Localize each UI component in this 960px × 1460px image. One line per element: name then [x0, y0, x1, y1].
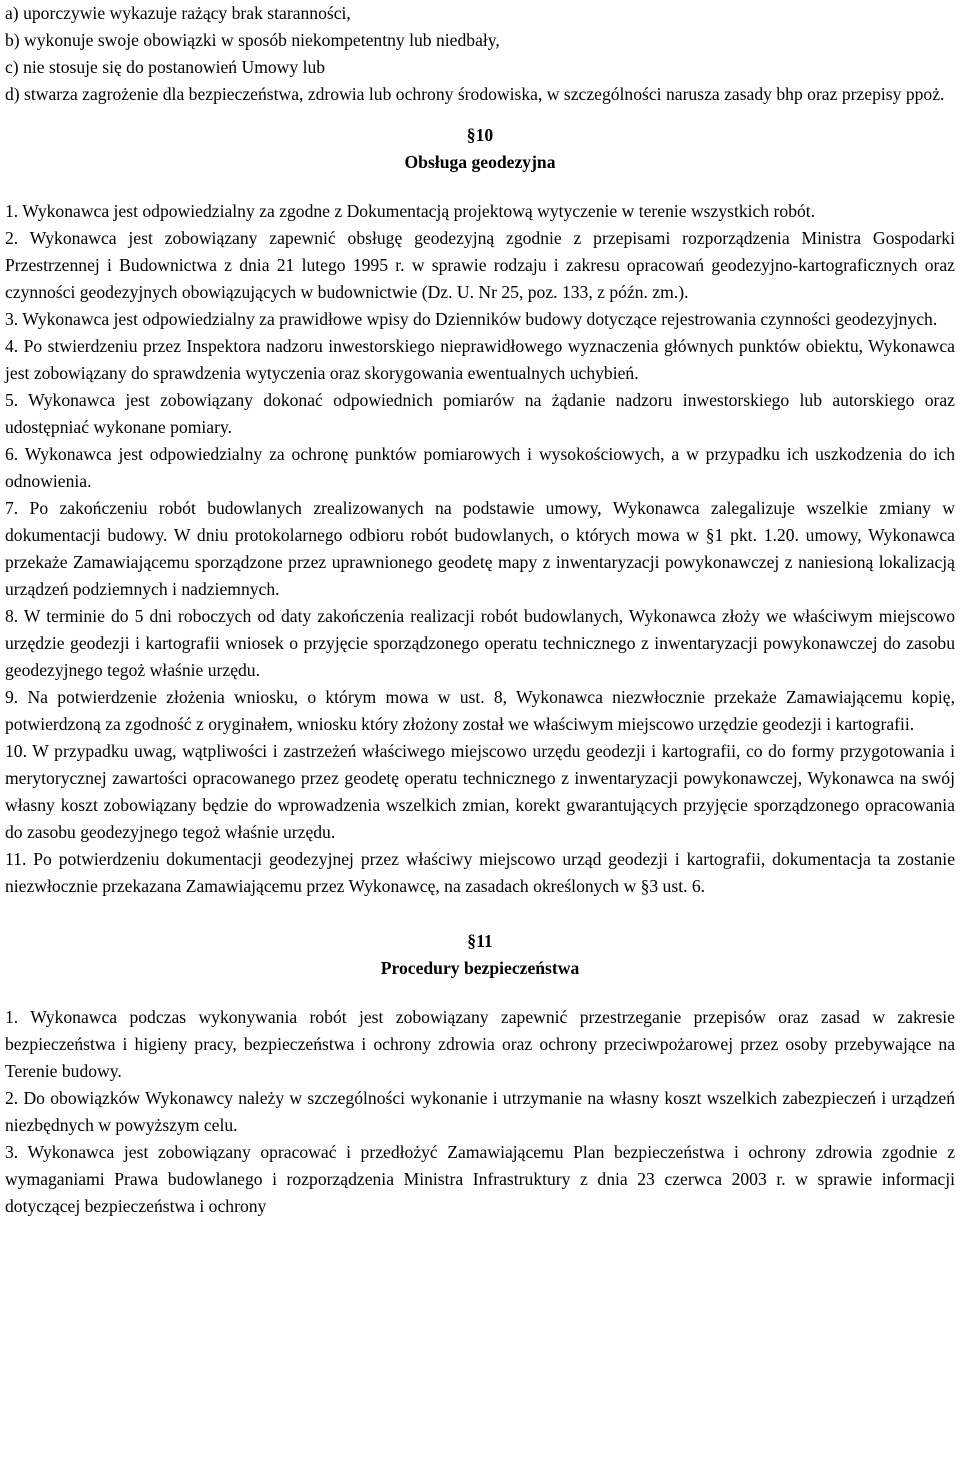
intro-item: a) uporczywie wykazuje rażący brak staranności,: [5, 3, 351, 23]
intro-item: c) nie stosuje się do postanowień Umowy lub: [5, 57, 326, 77]
section-11: [5, 928, 955, 1220]
paragraph: 8. W terminie do 5 dni roboczych od daty zakończenia realizacji robót budowlanych, Wykonawca złoży we właściwym miejscowo urzędzie geodezji i kartografii wniosek o przyjęcie sporządzonego operatu technicznego z inwentaryzacji powykonawczej do zasobu geodezyjnego tegoż właśnie urzędu.: [5, 606, 955, 680]
paragraph: 2. Wykonawca jest zobowiązany zapewnić obsługę geodezyjną zgodnie z przepisami rozporządzenia Ministra Gospodarki Przestrzennej i Budownictwa z dnia 21 lutego 1995 r. w sprawie rodzaju i zakresu opracowań geodezyjno-kartograficznych oraz czynności geodezyjnych obowiązujących w budownictwie (Dz. U. Nr 25, poz. 133, z późn. zm.).: [5, 228, 955, 302]
paragraph: 6. Wykonawca jest odpowiedzialny za ochronę punktów pomiarowych i wysokościowych, a w przypadku ich uszkodzenia do ich odnowienia.: [5, 444, 955, 491]
paragraph: 3. Wykonawca jest odpowiedzialny za prawidłowe wpisy do Dzienników budowy dotyczące rejestrowania czynności geodezyjnych.: [5, 309, 938, 329]
paragraph: 1. Wykonawca podczas wykonywania robót jest zobowiązany zapewnić przestrzeganie przepisów oraz zasad w zakresie bezpieczeństwa i higieny pracy, bezpieczeństwa i ochrony zdrowia oraz ochrony przeciwpożarowej przez osoby przebywające na Terenie budowy.: [5, 1007, 955, 1081]
paragraph: 5. Wykonawca jest zobowiązany dokonać odpowiednich pomiarów na żądanie nadzoru inwestorskiego lub autorskiego oraz udostępniać wykonane pomiary.: [5, 390, 955, 437]
section-10: [5, 122, 955, 900]
paragraph: 3. Wykonawca jest zobowiązany opracować i przedłożyć Zamawiającemu Plan bezpieczeństwa i ochrony zdrowia zgodnie z wymaganiami Prawa budowlanego i rozporządzenia Ministra Infrastruktury z dnia 23 czerwca 2003 r. w sprawie informacji dotyczącej bezpieczeństwa i ochrony: [5, 1142, 955, 1216]
paragraph: 7. Po zakończeniu robót budowlanych zrealizowanych na podstawie umowy, Wykonawca zalegalizuje wszelkie zmiany w dokumentacji budowy. W dniu protokolarnego odbioru robót budowlanych, o których mowa w §1 pkt. 1.20. umowy, Wykonawca przekaże Zamawiającemu sporządzone przez uprawnionego geodetę mapy z inwentaryzacji powykonawczej z naniesioną lokalizacją urządzeń podziemnych i nadziemnych.: [5, 498, 955, 599]
paragraph: 9. Na potwierdzenie złożenia wniosku, o którym mowa w ust. 8, Wykonawca niezwłocznie przekaże Zamawiającemu kopię, potwierdzoną za zgodność z oryginałem, wniosku który złożony został we właściwym miejscowo urzędzie geodezji i kartografii.: [5, 687, 955, 734]
section-title: Obsługa geodezyjna: [404, 152, 556, 172]
intro-list: [5, 0, 955, 108]
paragraph: 10. W przypadku uwag, wątpliwości i zastrzeżeń właściwego miejscowo urzędu geodezji i kartografii, co do formy przygotowania i merytorycznej zawartości opracowanego przez geodetę operatu technicznego z inwentaryzacji powykonawczej, Wykonawca na swój własny koszt zobowiązany będzie do wprowadzenia wszelkich zmian, korekt gwarantujących przyjęcie sporządzonego opracowania do zasobu geodezyjnego tegoż właśnie urzędu.: [5, 741, 955, 842]
intro-item: b) wykonuje swoje obowiązki w sposób niekompetentny lub niedbały,: [5, 30, 500, 50]
intro-item: d) stwarza zagrożenie dla bezpieczeństwa, zdrowia lub ochrony środowiska, w szczególności narusza zasady bhp oraz przepisy ppoż.: [5, 84, 945, 104]
paragraph: 2. Do obowiązków Wykonawcy należy w szczególności wykonanie i utrzymanie na własny koszt wszelkich zabezpieczeń i urządzeń niezbędnych w powyższym celu.: [5, 1088, 955, 1135]
section-title: Procedury bezpieczeństwa: [380, 958, 580, 978]
section-number: §11: [467, 931, 493, 951]
paragraph: 4. Po stwierdzeniu przez Inspektora nadzoru inwestorskiego nieprawidłowego wyznaczenia głównych punktów obiektu, Wykonawca jest zobowiązany do sprawdzenia wytyczenia oraz skorygowania ewentualnych uchybień.: [5, 336, 955, 383]
paragraph: 1. Wykonawca jest odpowiedzialny za zgodne z Dokumentacją projektową wytyczenie w terenie wszystkich robót.: [5, 201, 816, 221]
paragraph: 11. Po potwierdzeniu dokumentacji geodezyjnej przez właściwy miejscowo urząd geodezji i kartografii, dokumentacja ta zostanie niezwłocznie przekazana Zamawiającemu przez Wykonawcę, na zasadach określonych w §3 ust. 6.: [5, 849, 955, 896]
section-number: §10: [466, 125, 494, 145]
